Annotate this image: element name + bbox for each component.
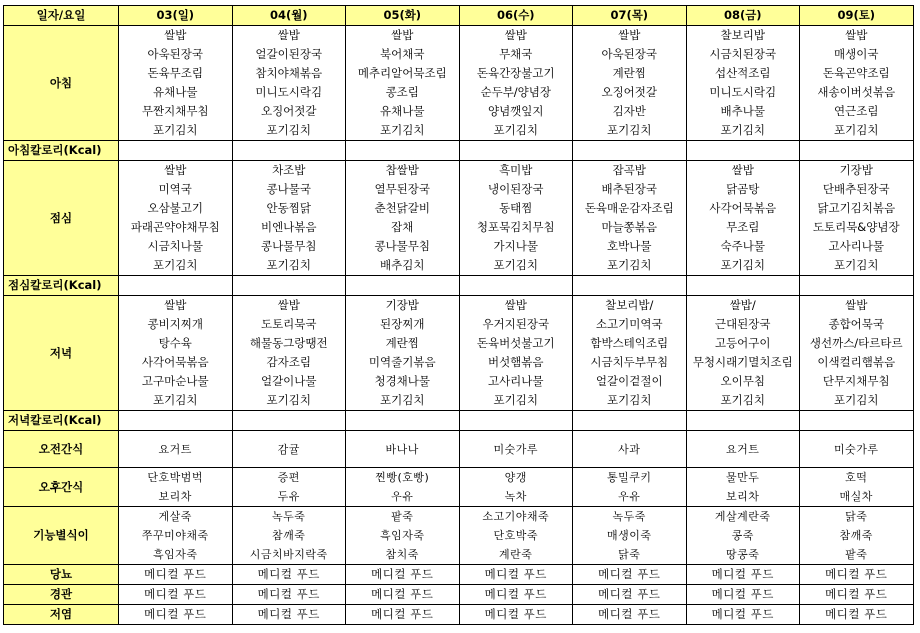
menu-item: 근대된장국 <box>714 317 771 331</box>
menu-item: 닭죽 <box>618 548 641 561</box>
menu-item: 콩나물국 <box>266 182 311 196</box>
menu-item: 섭산적조림 <box>714 66 771 80</box>
menu-item: 무채국 <box>499 47 533 61</box>
menu-item: 포기김치 <box>720 258 765 272</box>
menu-item: 시금치두부무침 <box>590 355 669 369</box>
calorie-cell <box>232 411 346 431</box>
morning-snack-row <box>4 431 914 468</box>
medical-food-cell: 메디컬 푸드 <box>800 605 914 625</box>
menu-cell <box>686 468 800 507</box>
menu-item: 얼갈이나물 <box>260 374 317 388</box>
menu-item: 무짠지채무침 <box>141 104 209 118</box>
menu-item: 배추나물 <box>720 104 765 118</box>
menu-item: 함박스테익조림 <box>590 336 669 350</box>
menu-item: 매생이죽 <box>606 529 652 542</box>
corner-header: 일자/요일 <box>4 6 119 26</box>
menu-item: 포기김치 <box>493 258 538 272</box>
menu-item: 우유 <box>391 490 414 503</box>
menu-item: 잡채 <box>391 220 414 234</box>
calorie-cell <box>800 411 914 431</box>
menu-item: 사과 <box>618 442 641 456</box>
menu-item: 미숫가루 <box>833 442 879 456</box>
menu-item: 미역줄기볶음 <box>368 355 436 369</box>
menu-item: 오삼불고기 <box>147 201 204 215</box>
calorie-cell <box>119 276 233 296</box>
lunch-calorie-row-label: 점심칼로리(Kcal) <box>4 276 119 296</box>
menu-cell <box>232 431 346 468</box>
menu-item: 포기김치 <box>266 123 311 137</box>
header-row <box>4 6 914 26</box>
menu-item: 쌀밥 <box>277 298 300 312</box>
menu-cell <box>346 431 460 468</box>
day-header: 05(화) <box>346 6 460 26</box>
menu-item: 소고기야채죽 <box>482 510 550 523</box>
menu-item: 차조밥 <box>272 163 306 177</box>
menu-item: 미숫가루 <box>493 442 538 456</box>
menu-item: 계란찜 <box>385 336 419 350</box>
menu-item: 돈육매운감자조림 <box>584 201 674 215</box>
menu-item: 매실차 <box>839 490 873 503</box>
calorie-cell <box>800 141 914 161</box>
menu-item: 참치야채볶음 <box>255 66 323 80</box>
menu-cell <box>459 468 573 507</box>
menu-item: 가지나물 <box>493 239 538 253</box>
dinner-row-label: 저녁 <box>4 296 119 411</box>
menu-item: 아욱된장국 <box>601 47 658 61</box>
menu-item: 두유 <box>277 490 300 503</box>
menu-cell <box>573 296 687 411</box>
menu-cell <box>119 296 233 411</box>
menu-item: 아욱된장국 <box>147 47 204 61</box>
menu-cell <box>686 507 800 565</box>
menu-cell <box>346 296 460 411</box>
menu-item: 쌀밥 <box>504 28 527 42</box>
menu-item: 얼갈이겉절이 <box>595 374 663 388</box>
menu-item: 고등어구이 <box>714 336 771 350</box>
menu-cell <box>232 26 346 141</box>
menu-item: 미니도시락김 <box>709 85 777 99</box>
lunch-calorie-row <box>4 276 914 296</box>
menu-item: 도토리묵&양념장 <box>812 220 900 234</box>
menu-item: 계란죽 <box>499 548 533 561</box>
menu-item: 단호박범벅 <box>147 471 204 484</box>
menu-item: 사각어묵볶음 <box>141 355 209 369</box>
menu-item: 미니도시락김 <box>255 85 323 99</box>
day-header: 03(일) <box>119 6 233 26</box>
menu-item: 포기김치 <box>607 123 652 137</box>
special-diet-label: 당뇨 <box>4 565 119 585</box>
menu-item: 감귤 <box>277 442 300 456</box>
calorie-cell <box>573 411 687 431</box>
menu-item: 닭곰탕 <box>726 182 760 196</box>
menu-item: 게살계란죽 <box>714 510 771 523</box>
menu-item: 포기김치 <box>607 393 652 407</box>
medical-food-cell: 메디컬 푸드 <box>686 605 800 625</box>
menu-item: 통밀쿠키 <box>606 471 652 484</box>
medical-food-cell: 메디컬 푸드 <box>232 585 346 605</box>
menu-item: 청경채나물 <box>374 374 431 388</box>
menu-item: 순두부/양념장 <box>480 85 552 99</box>
calorie-cell <box>800 276 914 296</box>
menu-cell <box>573 431 687 468</box>
menu-item: 생선까스/타르타르 <box>809 336 903 350</box>
menu-item: 소고기미역국 <box>595 317 663 331</box>
menu-item: 시금치바지락죽 <box>249 548 328 561</box>
menu-item: 포기김치 <box>493 393 538 407</box>
menu-item: 춘천닭갈비 <box>374 201 431 215</box>
day-header: 06(수) <box>459 6 573 26</box>
menu-item: 콩나물무침 <box>374 239 431 253</box>
menu-cell <box>232 296 346 411</box>
menu-item: 땅콩죽 <box>726 548 760 561</box>
menu-item: 보리차 <box>726 490 760 503</box>
menu-item: 녹두죽 <box>272 510 306 523</box>
calorie-cell <box>573 276 687 296</box>
medical-food-cell: 메디컬 푸드 <box>346 605 460 625</box>
menu-cell <box>573 161 687 276</box>
dinner-calorie-row-label: 저녁칼로리(Kcal) <box>4 411 119 431</box>
menu-item: 청포묵김치무침 <box>476 220 555 234</box>
day-header: 09(토) <box>800 6 914 26</box>
menu-item: 안동찜닭 <box>266 201 311 215</box>
menu-cell <box>800 468 914 507</box>
calorie-cell <box>232 141 346 161</box>
lunch-row <box>4 161 914 276</box>
menu-cell <box>686 296 800 411</box>
menu-cell <box>573 26 687 141</box>
menu-item: 포기김치 <box>266 258 311 272</box>
menu-item: 쌀밥 <box>164 163 187 177</box>
medical-food-cell: 메디컬 푸드 <box>573 565 687 585</box>
medical-food-cell: 메디컬 푸드 <box>686 565 800 585</box>
menu-cell <box>119 468 233 507</box>
menu-cell <box>800 26 914 141</box>
calorie-cell <box>459 141 573 161</box>
menu-item: 쌀밥/ <box>729 298 756 312</box>
menu-cell <box>800 507 914 565</box>
menu-item: 도토리묵국 <box>260 317 317 331</box>
menu-item: 오징어젓갈 <box>260 104 317 118</box>
menu-item: 우유 <box>618 490 641 503</box>
menu-item: 고구마순나물 <box>141 374 209 388</box>
menu-item: 콩비지찌개 <box>147 317 204 331</box>
menu-item: 유채나물 <box>380 104 425 118</box>
menu-cell <box>119 161 233 276</box>
medical-food-cell: 메디컬 푸드 <box>573 605 687 625</box>
menu-item: 요거트 <box>158 442 192 456</box>
medical-food-cell: 메디컬 푸드 <box>800 585 914 605</box>
menu-item: 녹차 <box>504 490 527 503</box>
menu-item: 콩조림 <box>385 85 419 99</box>
menu-item: 고사리나물 <box>487 374 544 388</box>
menu-item: 이색컬리햄볶음 <box>817 355 896 369</box>
menu-item: 찹쌀밥 <box>385 163 419 177</box>
menu-item: 흑임자죽 <box>152 548 198 561</box>
menu-item: 감자조림 <box>266 355 311 369</box>
menu-item: 배추김치 <box>380 258 425 272</box>
menu-cell <box>459 296 573 411</box>
menu-item: 동태찜 <box>499 201 533 215</box>
menu-item: 포기김치 <box>607 258 652 272</box>
menu-item: 포기김치 <box>153 393 198 407</box>
menu-item: 팥죽 <box>391 510 414 523</box>
menu-item: 물만두 <box>726 471 760 484</box>
menu-item: 흑임자죽 <box>379 529 425 542</box>
menu-item: 포기김치 <box>720 123 765 137</box>
special-diet-label: 경관 <box>4 585 119 605</box>
breakfast-calorie-row-label: 아침칼로리(Kcal) <box>4 141 119 161</box>
dinner-calorie-row <box>4 411 914 431</box>
menu-item: 포기김치 <box>720 393 765 407</box>
menu-cell <box>686 431 800 468</box>
afternoon-snack-row-label: 오후간식 <box>4 468 119 507</box>
menu-item: 포기김치 <box>380 123 425 137</box>
menu-item: 포기김치 <box>834 258 879 272</box>
medical-food-cell: 메디컬 푸드 <box>119 585 233 605</box>
menu-cell <box>459 26 573 141</box>
menu-item: 양갱 <box>504 471 527 484</box>
day-header: 08(금) <box>686 6 800 26</box>
lunch-row-label: 점심 <box>4 161 119 276</box>
menu-item: 쌀밥 <box>277 28 300 42</box>
medical-food-cell: 메디컬 푸드 <box>346 565 460 585</box>
menu-item: 기장밥 <box>839 163 873 177</box>
menu-cell <box>686 26 800 141</box>
menu-cell <box>346 161 460 276</box>
menu-item: 쌀밥 <box>845 298 868 312</box>
menu-item: 얼갈이된장국 <box>255 47 323 61</box>
menu-item: 찰보리밥 <box>720 28 765 42</box>
menu-item: 단무지채무침 <box>822 374 890 388</box>
calorie-cell <box>686 411 800 431</box>
functional-diet-row <box>4 507 914 565</box>
menu-cell <box>800 296 914 411</box>
menu-item: 찐빵(호빵) <box>375 471 430 484</box>
menu-item: 비엔나볶음 <box>260 220 317 234</box>
menu-item: 단배추된장국 <box>822 182 890 196</box>
menu-cell <box>573 468 687 507</box>
calorie-cell <box>346 411 460 431</box>
morning-snack-row-label: 오전간식 <box>4 431 119 468</box>
menu-item: 해물동그랑땡전 <box>249 336 328 350</box>
menu-item: 포기김치 <box>153 258 198 272</box>
menu-item: 포기김치 <box>380 393 425 407</box>
menu-item: 게살죽 <box>158 510 192 523</box>
menu-item: 닭죽 <box>845 510 868 523</box>
menu-item: 종합어묵국 <box>828 317 885 331</box>
menu-item: 콩죽 <box>731 529 754 542</box>
afternoon-snack-row <box>4 468 914 507</box>
menu-item: 포기김치 <box>834 393 879 407</box>
menu-item: 기장밥 <box>385 298 419 312</box>
menu-item: 유채나물 <box>153 85 198 99</box>
menu-item: 포기김치 <box>153 123 198 137</box>
menu-item: 메추리알어묵조림 <box>357 66 447 80</box>
medical-food-cell: 메디컬 푸드 <box>459 585 573 605</box>
menu-cell <box>232 161 346 276</box>
menu-item: 시금치나물 <box>147 239 204 253</box>
medical-food-cell: 메디컬 푸드 <box>232 565 346 585</box>
menu-item: 쌀밥 <box>731 163 754 177</box>
menu-item: 쌀밥 <box>164 298 187 312</box>
menu-item: 참깨죽 <box>272 529 306 542</box>
menu-item: 매생이국 <box>834 47 879 61</box>
menu-item: 쌀밥 <box>164 28 187 42</box>
menu-item: 사각어묵볶음 <box>709 201 777 215</box>
menu-item: 닭고기김치볶음 <box>817 201 896 215</box>
day-header: 04(월) <box>232 6 346 26</box>
menu-item: 배추된장국 <box>601 182 658 196</box>
menu-item: 호박나물 <box>607 239 652 253</box>
dinner-row <box>4 296 914 411</box>
menu-item: 무조림 <box>726 220 760 234</box>
menu-item: 파래곤약야채무침 <box>130 220 220 234</box>
menu-cell <box>459 431 573 468</box>
menu-item: 탕수육 <box>158 336 192 350</box>
menu-item: 쌀밥 <box>618 28 641 42</box>
menu-cell <box>119 431 233 468</box>
day-header: 07(목) <box>573 6 687 26</box>
menu-item: 호떡 <box>845 471 868 484</box>
calorie-cell <box>346 141 460 161</box>
calorie-cell <box>686 276 800 296</box>
menu-item: 잡곡밥 <box>612 163 646 177</box>
menu-item: 돈육무조림 <box>147 66 204 80</box>
menu-item: 오징어젓갈 <box>601 85 658 99</box>
menu-item: 돈육간장불고기 <box>476 66 555 80</box>
menu-item: 쌀밥 <box>391 28 414 42</box>
medical-food-cell: 메디컬 푸드 <box>459 605 573 625</box>
menu-item: 시금치된장국 <box>709 47 777 61</box>
menu-cell <box>346 507 460 565</box>
medical-food-cell: 메디컬 푸드 <box>573 585 687 605</box>
menu-item: 열무된장국 <box>374 182 431 196</box>
breakfast-row-label: 아침 <box>4 26 119 141</box>
medical-food-cell: 메디컬 푸드 <box>686 585 800 605</box>
medical-food-cell: 메디컬 푸드 <box>459 565 573 585</box>
calorie-cell <box>119 411 233 431</box>
menu-cell <box>232 507 346 565</box>
medical-food-cell: 메디컬 푸드 <box>232 605 346 625</box>
menu-item: 보리차 <box>158 490 192 503</box>
menu-item: 요거트 <box>726 442 760 456</box>
menu-cell <box>459 161 573 276</box>
menu-item: 새송이버섯볶음 <box>817 85 896 99</box>
menu-item: 찰보리밥/ <box>605 298 654 312</box>
menu-item: 북어채국 <box>380 47 425 61</box>
menu-cell <box>573 507 687 565</box>
menu-item: 양념깻잎지 <box>487 104 544 118</box>
menu-item: 오이무침 <box>720 374 765 388</box>
special-diet-row <box>4 585 914 605</box>
breakfast-row <box>4 26 914 141</box>
medical-food-cell: 메디컬 푸드 <box>119 605 233 625</box>
menu-item: 무청시래기멸치조림 <box>692 355 793 369</box>
menu-item: 포기김치 <box>493 123 538 137</box>
breakfast-calorie-row <box>4 141 914 161</box>
menu-cell <box>346 468 460 507</box>
calorie-cell <box>346 276 460 296</box>
calorie-cell <box>459 411 573 431</box>
menu-item: 미역국 <box>158 182 192 196</box>
functional-diet-row-label: 기능별식이 <box>4 507 119 565</box>
medical-food-cell: 메디컬 푸드 <box>346 585 460 605</box>
menu-item: 콩나물무침 <box>260 239 317 253</box>
menu-item: 쭈꾸미야채죽 <box>141 529 209 542</box>
menu-item: 우거지된장국 <box>482 317 550 331</box>
weekly-menu-table <box>3 5 914 625</box>
medical-food-cell: 메디컬 푸드 <box>119 565 233 585</box>
menu-item: 숙주나물 <box>720 239 765 253</box>
menu-item: 버섯햄볶음 <box>487 355 544 369</box>
calorie-cell <box>686 141 800 161</box>
menu-item: 계란찜 <box>612 66 646 80</box>
menu-cell <box>346 26 460 141</box>
menu-item: 포기김치 <box>266 393 311 407</box>
menu-item: 연근조림 <box>834 104 879 118</box>
menu-cell <box>119 507 233 565</box>
special-diet-label: 저염 <box>4 605 119 625</box>
menu-item: 증편 <box>277 471 300 484</box>
menu-item: 팥죽 <box>845 548 868 561</box>
menu-item: 김자반 <box>612 104 646 118</box>
menu-item: 돈육버섯불고기 <box>476 336 555 350</box>
menu-cell <box>459 507 573 565</box>
menu-item: 참깨죽 <box>839 529 873 542</box>
menu-item: 돈육곤약조림 <box>822 66 890 80</box>
menu-item: 포기김치 <box>834 123 879 137</box>
menu-cell <box>800 161 914 276</box>
calorie-cell <box>459 276 573 296</box>
calorie-cell <box>232 276 346 296</box>
menu-cell <box>119 26 233 141</box>
medical-food-cell: 메디컬 푸드 <box>800 565 914 585</box>
menu-item: 마늘쫑볶음 <box>601 220 658 234</box>
menu-item: 녹두죽 <box>612 510 646 523</box>
menu-item: 바나나 <box>385 442 419 456</box>
menu-cell <box>232 468 346 507</box>
menu-item: 고사리나물 <box>828 239 885 253</box>
menu-cell <box>800 431 914 468</box>
calorie-cell <box>573 141 687 161</box>
special-diet-row <box>4 605 914 625</box>
menu-item: 흑미밥 <box>499 163 533 177</box>
special-diet-row <box>4 565 914 585</box>
menu-item: 단호박죽 <box>493 529 538 542</box>
menu-item: 쌀밥 <box>504 298 527 312</box>
menu-item: 쌀밥 <box>845 28 868 42</box>
calorie-cell <box>119 141 233 161</box>
menu-item: 냉이된장국 <box>487 182 544 196</box>
menu-item: 된장찌개 <box>380 317 425 331</box>
menu-cell <box>686 161 800 276</box>
menu-item: 참치죽 <box>385 548 419 561</box>
